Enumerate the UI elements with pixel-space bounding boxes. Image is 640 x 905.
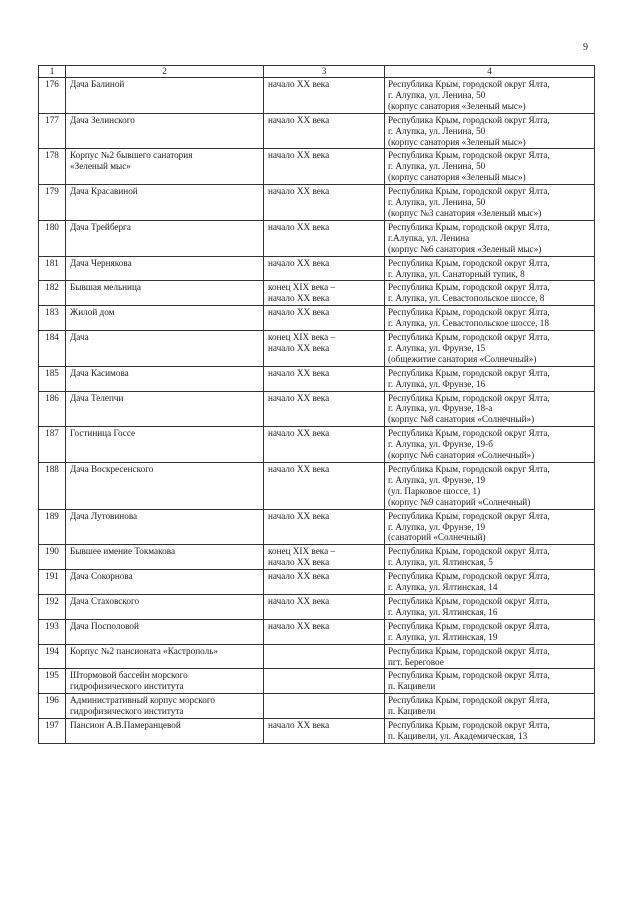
object-address-line: (корпус №8 санатория «Солнечный») <box>388 414 535 425</box>
object-address-line: Республика Крым, городской округ Ялта, <box>388 221 550 232</box>
object-name <box>66 719 264 744</box>
object-name-line: Дача Посполовой <box>70 620 139 631</box>
object-period-line: начало XX века <box>268 595 330 606</box>
table-row <box>39 256 595 281</box>
object-address-line: Республика Крым, городской округ Ялта, <box>388 546 550 557</box>
object-period <box>264 669 385 694</box>
row-number: 191 <box>39 570 66 595</box>
object-name-line: Дача Красавиной <box>70 186 138 197</box>
object-period <box>264 509 385 545</box>
object-period <box>264 719 385 744</box>
row-number: 181 <box>39 256 66 281</box>
table-row <box>39 185 595 221</box>
object-name-line: гидрофизического института <box>70 706 184 717</box>
table-row <box>39 570 595 595</box>
object-name-line: Дача Лутовинова <box>70 510 138 521</box>
object-address-line: г. Алупка, ул. Ленина, 50 <box>388 89 486 100</box>
object-address <box>385 545 595 570</box>
object-address-line: Республика Крым, городской округ Ялта, <box>388 392 550 403</box>
object-address-line: Республика Крым, городской округ Ялта, <box>388 464 550 474</box>
table-row <box>39 78 595 114</box>
object-name <box>66 694 264 719</box>
object-period <box>264 391 385 427</box>
row-number: 178 <box>39 149 66 185</box>
row-number: 190 <box>39 545 66 570</box>
object-name-line: Жилой дом <box>70 307 115 318</box>
object-name-line: Гостиница Госсе <box>70 428 136 439</box>
object-name <box>66 185 264 221</box>
header-col-4: 4 <box>385 66 595 78</box>
object-name-line: гидрофизического института <box>70 681 184 692</box>
row-number: 186 <box>39 391 66 427</box>
object-period <box>264 694 385 719</box>
object-address-line: г. Алупка, ул. Фрунзе, 19-б <box>388 439 493 450</box>
object-name-line: Дача Чернякова <box>70 257 132 268</box>
object-address-line: г.Алупка, ул. Ленина <box>388 232 470 243</box>
object-name-line: Штормовой бассейн морского <box>70 670 188 681</box>
object-period-line: начало XX века <box>268 186 330 197</box>
object-address-line: (санаторий «Солнечный) <box>388 532 486 543</box>
object-address-line: Республика Крым, городской округ Ялта, <box>388 670 550 681</box>
object-address-line: Республика Крым, городской округ Ялта, <box>388 571 550 582</box>
object-name-line: «Зеленый мыс» <box>70 161 131 172</box>
row-number: 189 <box>39 509 66 545</box>
row-number: 180 <box>39 220 66 256</box>
row-number: 183 <box>39 306 66 331</box>
object-address-line: (общежитие санатория «Солнечный») <box>388 353 537 364</box>
object-period-line: начало XX века <box>268 221 330 232</box>
table-row <box>39 306 595 331</box>
object-address-line: (корпус №3 санатория «Зеленый мыс») <box>388 207 542 218</box>
object-name-line: Дача Касимова <box>70 367 129 378</box>
object-period-line: начало XX века <box>268 464 330 474</box>
object-address <box>385 185 595 221</box>
object-address-line: Республика Крым, городской округ Ялта, <box>388 150 550 161</box>
object-period-line: начало XX века <box>268 307 330 318</box>
object-period <box>264 570 385 595</box>
object-address <box>385 220 595 256</box>
object-period-line: начало XX века <box>268 79 330 89</box>
table-row <box>39 113 595 149</box>
row-number: 197 <box>39 719 66 744</box>
object-period <box>264 644 385 669</box>
table-row <box>39 331 595 367</box>
object-period-line: начало XX века <box>268 510 330 521</box>
object-address-line: г. Алупка, ул. Ялтинская, 19 <box>388 631 498 642</box>
table-row <box>39 463 595 510</box>
object-address-line: (корпус №6 санатория «Солнечный») <box>388 450 535 461</box>
object-name-line: Дача Трейберга <box>70 221 131 232</box>
object-name <box>66 619 264 644</box>
table-row <box>39 719 595 744</box>
object-address <box>385 149 595 185</box>
object-address-line: г. Алупка, ул. Фрунзе, 16 <box>388 378 486 389</box>
object-address <box>385 281 595 306</box>
object-address-line: (корпус санатория «Зеленый мыс») <box>388 136 526 147</box>
row-number: 179 <box>39 185 66 221</box>
row-number: 193 <box>39 619 66 644</box>
object-address-line: Республика Крым, городской округ Ялта, <box>388 257 550 268</box>
object-address-line: Республика Крым, городской округ Ялта, <box>388 510 550 521</box>
object-name-line: Дача Воскресенского <box>70 464 154 474</box>
object-name <box>66 427 264 463</box>
object-address-line: Республика Крым, городской округ Ялта, <box>388 79 550 89</box>
header-col-3: 3 <box>264 66 385 78</box>
object-address-line: г. Алупка, ул. Ленина, 50 <box>388 125 486 136</box>
object-address <box>385 78 595 114</box>
object-address-line: Республика Крым, городской округ Ялта, <box>388 720 550 731</box>
row-number: 187 <box>39 427 66 463</box>
object-name <box>66 509 264 545</box>
object-period <box>264 463 385 510</box>
object-address <box>385 256 595 281</box>
object-period <box>264 78 385 114</box>
row-number: 185 <box>39 366 66 391</box>
table-row <box>39 391 595 427</box>
object-address-line: п. Кацивели <box>388 706 436 717</box>
object-address-line: г. Алупка, ул. Ялтинская, 16 <box>388 606 498 617</box>
object-period-line: начало XX века <box>268 150 330 161</box>
object-address-line: Республика Крым, городской округ Ялта, <box>388 645 550 656</box>
object-period <box>264 331 385 367</box>
row-number: 176 <box>39 78 66 114</box>
object-name-line: Пансион А.В.Памеранцевой <box>70 720 181 731</box>
object-name-line: Дача Стаховского <box>70 595 140 606</box>
row-number: 196 <box>39 694 66 719</box>
object-name-line: Дача Зелинского <box>70 114 135 125</box>
object-name <box>66 281 264 306</box>
object-name <box>66 331 264 367</box>
object-address-line: (корпус №6 санатория «Зеленый мыс») <box>388 243 542 254</box>
object-address-line: г. Алупка, ул. Ленина, 50 <box>388 161 486 172</box>
object-address <box>385 669 595 694</box>
object-name-line: Административный корпус морского <box>70 695 215 706</box>
object-address-line: г. Алупка, ул. Ялтинская, 5 <box>388 557 493 568</box>
table-row <box>39 594 595 619</box>
row-number: 195 <box>39 669 66 694</box>
object-period <box>264 220 385 256</box>
object-name <box>66 149 264 185</box>
table-row <box>39 694 595 719</box>
table-row <box>39 619 595 644</box>
object-address-line: г. Алупка, ул. Фрунзе, 15 <box>388 342 486 353</box>
object-period-line: начало XX века <box>268 571 330 582</box>
object-period <box>264 545 385 570</box>
object-address-line: г. Алупка, ул. Ялтинская, 14 <box>388 582 498 593</box>
table-row <box>39 509 595 545</box>
object-address <box>385 331 595 367</box>
object-name <box>66 669 264 694</box>
object-name-line: Корпус №2 пансионата «Кастрополь» <box>70 645 218 656</box>
object-address-line: Республика Крым, городской округ Ялта, <box>388 695 550 706</box>
object-address-line: Республика Крым, городской округ Ялта, <box>388 114 550 125</box>
object-period <box>264 366 385 391</box>
object-period-line: начало XX века <box>268 367 330 378</box>
object-address <box>385 719 595 744</box>
object-period <box>264 185 385 221</box>
table-row <box>39 366 595 391</box>
object-address <box>385 391 595 427</box>
object-address-line: г. Алупка, ул. Санаторный тупик, 8 <box>388 268 525 279</box>
header-row <box>39 66 595 78</box>
object-period <box>264 281 385 306</box>
table-row <box>39 149 595 185</box>
object-name-line: Дача Балиной <box>70 79 125 89</box>
object-address-line: пгт. Береговое <box>388 656 444 667</box>
table-row <box>39 281 595 306</box>
row-number: 182 <box>39 281 66 306</box>
object-name <box>66 570 264 595</box>
header-col-1: 1 <box>39 66 66 78</box>
table-row <box>39 644 595 669</box>
object-address-line: г. Алупка, ул. Фрунзе, 18-а <box>388 403 493 414</box>
object-period-line: начало XX века <box>268 720 330 731</box>
object-address <box>385 570 595 595</box>
row-number: 184 <box>39 331 66 367</box>
object-name <box>66 644 264 669</box>
object-address-line: Республика Крым, городской округ Ялта, <box>388 332 550 343</box>
object-name-line: Бывшее имение Токмакова <box>70 546 176 557</box>
object-period-line: конец XIX века – <box>268 332 336 343</box>
object-address-line: (корпус санатория «Зеленый мыс») <box>388 172 526 183</box>
object-address-line: Республика Крым, городской округ Ялта, <box>388 595 550 606</box>
object-period-line: начало XX века <box>268 620 330 631</box>
object-name-line: Бывшая мельница <box>70 282 141 293</box>
object-address <box>385 694 595 719</box>
object-period-line: начало XX века <box>268 392 330 403</box>
object-period <box>264 149 385 185</box>
object-period <box>264 256 385 281</box>
object-period-line: начало XX века <box>268 293 330 304</box>
object-address-line: (ул. Парковое шоссе, 1) <box>388 485 481 496</box>
object-address <box>385 509 595 545</box>
object-name <box>66 78 264 114</box>
object-name <box>66 463 264 510</box>
object-name-line: Дача Сокорнова <box>70 571 133 582</box>
object-period <box>264 113 385 149</box>
table-row <box>39 545 595 570</box>
object-period-line: начало XX века <box>268 257 330 268</box>
row-number: 177 <box>39 113 66 149</box>
object-period <box>264 306 385 331</box>
object-address <box>385 594 595 619</box>
object-address-line: п. Кацивели, ул. Академическая, 13 <box>388 730 528 741</box>
table-row <box>39 427 595 463</box>
object-period-line: начало XX века <box>268 557 330 568</box>
row-number: 188 <box>39 463 66 510</box>
object-period-line: начало XX века <box>268 342 330 353</box>
object-name <box>66 366 264 391</box>
object-period <box>264 427 385 463</box>
object-address-line: Республика Крым, городской округ Ялта, <box>388 282 550 293</box>
object-address <box>385 644 595 669</box>
object-name <box>66 594 264 619</box>
object-address-line: г. Алупка, ул. Фрунзе, 19 <box>388 521 486 532</box>
object-name-line: Корпус №2 бывшего санатория <box>70 150 193 161</box>
object-period <box>264 619 385 644</box>
object-address-line: Республика Крым, городской округ Ялта, <box>388 367 550 378</box>
table-row <box>39 669 595 694</box>
header-col-2: 2 <box>66 66 264 78</box>
heritage-objects-table <box>38 65 595 744</box>
object-period-line: начало XX века <box>268 428 330 439</box>
object-address <box>385 427 595 463</box>
table-row <box>39 220 595 256</box>
object-period-line: начало XX века <box>268 114 330 125</box>
object-period-line: конец XIX века – <box>268 282 336 293</box>
object-address-line: (корпус №9 санаторий «Солнечный) <box>388 496 531 507</box>
object-address <box>385 619 595 644</box>
row-number: 192 <box>39 594 66 619</box>
object-name <box>66 306 264 331</box>
object-period <box>264 594 385 619</box>
object-address-line: г. Алупка, ул. Севастопольское шоссе, 18 <box>388 318 549 329</box>
object-name <box>66 113 264 149</box>
object-name <box>66 256 264 281</box>
object-address <box>385 113 595 149</box>
object-address <box>385 306 595 331</box>
object-address-line: г. Алупка, ул. Фрунзе, 19 <box>388 474 486 485</box>
table-body <box>39 78 595 744</box>
object-period-line: конец XIX века – <box>268 546 336 557</box>
object-name-line: Дача Телепчи <box>70 392 124 403</box>
object-name <box>66 391 264 427</box>
object-name-line: Дача <box>70 332 89 343</box>
page-number: 9 <box>583 42 588 53</box>
object-address-line: г. Алупка, ул. Ленина, 50 <box>388 197 486 208</box>
object-address-line: Республика Крым, городской округ Ялта, <box>388 186 550 197</box>
object-address-line: (корпус санатория «Зеленый мыс») <box>388 100 526 111</box>
object-name <box>66 545 264 570</box>
object-address-line: г. Алупка, ул. Севастопольское шоссе, 8 <box>388 293 545 304</box>
object-address <box>385 366 595 391</box>
object-address-line: Республика Крым, городской округ Ялта, <box>388 620 550 631</box>
object-address-line: Республика Крым, городской округ Ялта, <box>388 428 550 439</box>
object-name <box>66 220 264 256</box>
object-address-line: п. Кацивели <box>388 681 436 692</box>
object-address <box>385 463 595 510</box>
row-number: 194 <box>39 644 66 669</box>
object-address-line: Республика Крым, городской округ Ялта, <box>388 307 550 318</box>
